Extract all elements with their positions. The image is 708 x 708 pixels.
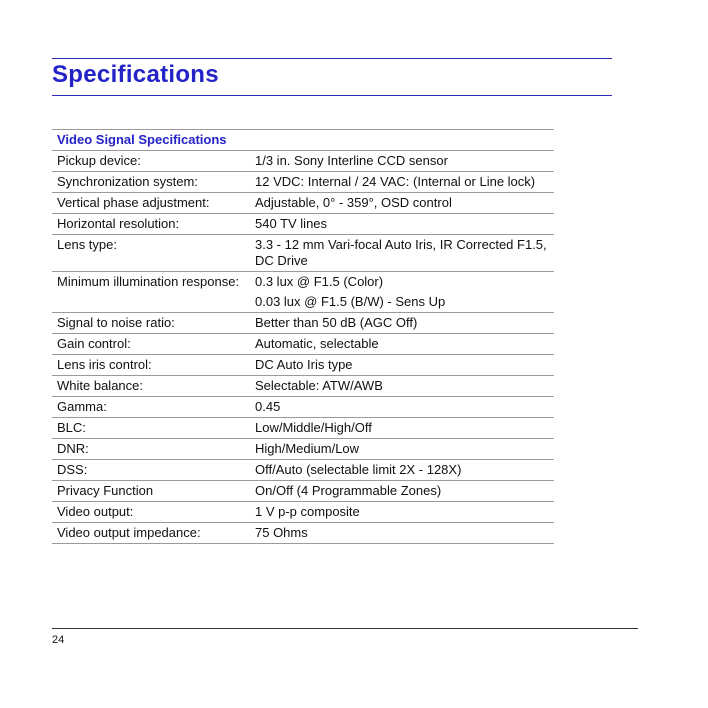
spec-value: DC Auto Iris type — [250, 355, 554, 376]
spec-key: Pickup device: — [52, 151, 250, 172]
spec-key: Synchronization system: — [52, 172, 250, 193]
spec-key: Lens iris control: — [52, 355, 250, 376]
table-row — [52, 376, 554, 397]
spec-key: Signal to noise ratio: — [52, 313, 250, 334]
spec-value: Better than 50 dB (AGC Off) — [250, 313, 554, 334]
table-row — [52, 172, 554, 193]
spec-key: Minimum illumination response: — [52, 272, 250, 293]
table-row — [52, 481, 554, 502]
spec-key: DSS: — [52, 460, 250, 481]
table-row — [52, 313, 554, 334]
title-rule-bottom — [52, 95, 612, 96]
spec-value: High/Medium/Low — [250, 439, 554, 460]
spec-value: 0.3 lux @ F1.5 (Color) — [250, 272, 554, 293]
spec-key: Gain control: — [52, 334, 250, 355]
table-row — [52, 214, 554, 235]
spec-value: Adjustable, 0° - 359°, OSD control — [250, 193, 554, 214]
spec-key: DNR: — [52, 439, 250, 460]
spec-key: Video output: — [52, 502, 250, 523]
spec-value: 0.45 — [250, 397, 554, 418]
spec-value: Low/Middle/High/Off — [250, 418, 554, 439]
table-heading: Video Signal Specifications — [52, 130, 554, 151]
spec-value: 3.3 - 12 mm Vari-focal Auto Iris, IR Corrected F1.5, DC Drive — [250, 235, 554, 272]
spec-value: Selectable: ATW/AWB — [250, 376, 554, 397]
spec-value: Automatic, selectable — [250, 334, 554, 355]
spec-key: Lens type: — [52, 235, 250, 272]
table-row — [52, 151, 554, 172]
spec-value: 540 TV lines — [250, 214, 554, 235]
table-row — [52, 193, 554, 214]
spec-value: 75 Ohms — [250, 523, 554, 544]
table-row — [52, 523, 554, 544]
specifications-table — [52, 129, 554, 544]
table-row — [52, 439, 554, 460]
title-rule-top — [52, 58, 612, 59]
spec-key — [52, 292, 250, 313]
spec-key: Gamma: — [52, 397, 250, 418]
table-row — [52, 502, 554, 523]
spec-key: Vertical phase adjustment: — [52, 193, 250, 214]
table-row-continuation — [52, 292, 554, 313]
spec-value: 0.03 lux @ F1.5 (B/W) - Sens Up — [255, 294, 446, 309]
spec-value: Off/Auto (selectable limit 2X - 128X) — [250, 460, 554, 481]
table-row — [52, 397, 554, 418]
spec-key: Horizontal resolution: — [52, 214, 250, 235]
table-heading-row — [52, 130, 554, 151]
spec-key: Privacy Function — [52, 481, 250, 502]
footer-rule — [52, 628, 638, 629]
table-row — [52, 355, 554, 376]
spec-key: BLC: — [52, 418, 250, 439]
spec-key: White balance: — [52, 376, 250, 397]
spec-value: 1 V p-p composite — [250, 502, 554, 523]
table-row — [52, 235, 554, 272]
spec-key: Video output impedance: — [52, 523, 250, 544]
page-number: 24 — [52, 634, 65, 646]
spec-value: 1/3 in. Sony Interline CCD sensor — [250, 151, 554, 172]
table-row — [52, 418, 554, 439]
table-row — [52, 334, 554, 355]
table-row — [52, 460, 554, 481]
page-title: Specifications — [52, 61, 219, 88]
spec-value: On/Off (4 Programmable Zones) — [250, 481, 554, 502]
table-row — [52, 272, 554, 293]
spec-value: 12 VDC: Internal / 24 VAC: (Internal or Line lock) — [250, 172, 554, 193]
